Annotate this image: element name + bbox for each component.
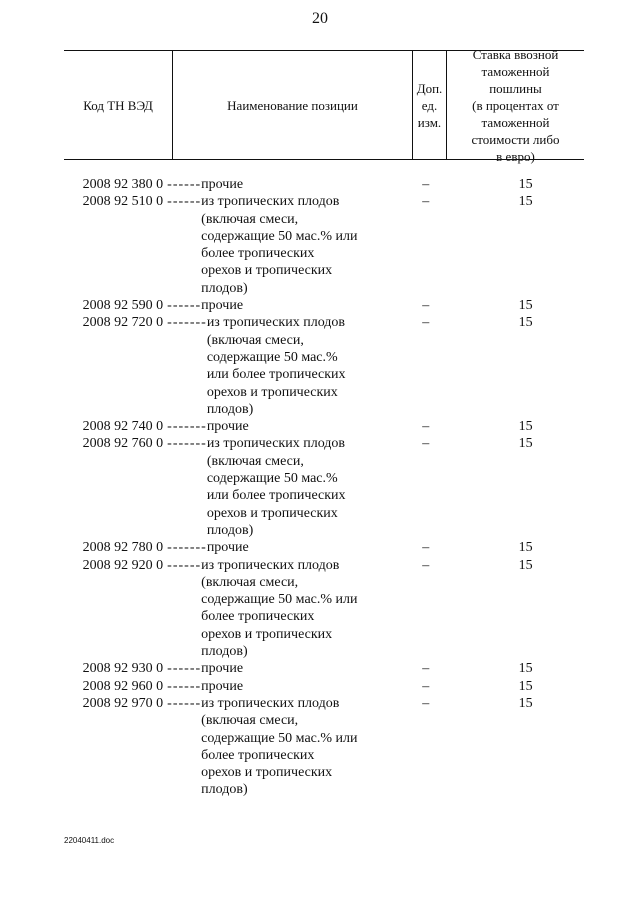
- rate-value: 15: [518, 419, 533, 435]
- indent-dashes: ------: [167, 661, 202, 677]
- rate-value: 15: [518, 315, 533, 331]
- description-line: (включая смеси,: [206, 332, 304, 348]
- position-name: [167, 176, 410, 193]
- header-rate: [446, 46, 584, 164]
- position-description: [207, 435, 410, 539]
- header-rate-line: таможенной: [481, 114, 550, 130]
- header-rate-line: Ставка ввозной: [472, 46, 559, 62]
- description-line: содержащие 50 мас.%: [206, 471, 338, 487]
- table-row: [64, 678, 584, 695]
- position-description: [207, 314, 410, 418]
- indent-dashes: -------: [167, 540, 207, 556]
- description-line: (включая смеси,: [201, 713, 299, 729]
- position-name: [167, 314, 410, 418]
- rate-value: 15: [518, 661, 533, 677]
- description-line: или более тропических: [206, 488, 346, 504]
- header-rate-line: таможенной: [481, 63, 550, 79]
- table-row: [64, 314, 584, 418]
- rate-value: 15: [518, 695, 533, 711]
- indent-dashes: ------: [167, 557, 202, 573]
- unit-value: –: [422, 177, 430, 192]
- description-line: или более тропических: [206, 367, 346, 383]
- header-unit-line: ед.: [421, 97, 438, 113]
- description-line: более тропических: [201, 609, 315, 625]
- indent-dashes: ------: [167, 177, 202, 192]
- header-rate-line: в евро): [496, 148, 535, 164]
- tariff-code: 2008 92 590 0: [82, 298, 164, 314]
- description-line: из тропических плодов: [206, 315, 346, 331]
- position-description: [201, 695, 410, 799]
- rate-value: 15: [518, 298, 533, 314]
- description-line: прочие: [206, 419, 249, 435]
- indent-dashes: ------: [167, 695, 202, 711]
- rate-value: 15: [518, 557, 533, 573]
- position-name: [167, 678, 410, 695]
- unit-value: –: [422, 298, 430, 314]
- tariff-code: 2008 92 920 0: [82, 557, 164, 573]
- table-row: [64, 418, 584, 435]
- unit-value: –: [422, 540, 430, 556]
- rate-value: 15: [518, 540, 533, 556]
- rate-value: 15: [518, 177, 533, 192]
- position-name: [167, 539, 410, 556]
- unit-value: –: [422, 678, 430, 694]
- position-name: [167, 660, 410, 677]
- unit-value: –: [422, 194, 430, 210]
- description-line: (включая смеси,: [201, 211, 299, 227]
- header-rate-line: (в процентах от: [472, 97, 559, 113]
- unit-value: –: [422, 436, 430, 452]
- indent-dashes: -------: [167, 436, 207, 452]
- unit-value: –: [422, 419, 430, 435]
- file-name-footer: 22040411.doc: [64, 836, 115, 845]
- position-description: [201, 678, 410, 695]
- description-line: плодов): [206, 522, 254, 538]
- description-line: плодов): [201, 280, 248, 296]
- position-description: [201, 193, 410, 297]
- table-row: [64, 193, 584, 297]
- tariff-code: 2008 92 960 0: [82, 678, 164, 694]
- rate-value: 15: [518, 678, 533, 694]
- position-name: [167, 435, 410, 539]
- position-description: [207, 539, 410, 556]
- description-line: из тропических плодов: [201, 695, 340, 711]
- position-name: [167, 193, 410, 297]
- tariff-code: 2008 92 760 0: [82, 436, 164, 452]
- description-line: более тропических: [201, 747, 315, 763]
- description-line: орехов и тропических: [206, 384, 338, 400]
- table-row: [64, 539, 584, 556]
- description-line: из тропических плодов: [201, 557, 340, 573]
- indent-dashes: ------: [167, 194, 202, 210]
- header-code: Код ТН ВЭД: [83, 97, 153, 113]
- table-header: [64, 46, 584, 164]
- description-line: плодов): [206, 401, 254, 417]
- header-unit-line: изм.: [417, 114, 442, 130]
- description-line: прочие: [201, 661, 244, 677]
- tariff-code: 2008 92 930 0: [82, 661, 164, 677]
- table-row: [64, 660, 584, 677]
- position-description: [201, 557, 410, 661]
- position-name: [167, 695, 410, 799]
- indent-dashes: -------: [167, 419, 207, 435]
- description-line: прочие: [201, 177, 244, 192]
- description-line: прочие: [206, 540, 249, 556]
- table-row: [64, 297, 584, 314]
- indent-dashes: ------: [167, 298, 202, 314]
- description-line: содержащие 50 мас.% или: [201, 730, 358, 746]
- tariff-code: 2008 92 380 0: [82, 177, 164, 192]
- unit-value: –: [422, 695, 430, 711]
- indent-dashes: -------: [167, 315, 207, 331]
- description-line: орехов и тропических: [201, 626, 333, 642]
- description-line: прочие: [201, 678, 244, 694]
- header-unit-line: Доп.: [416, 80, 443, 96]
- rate-value: 15: [518, 436, 533, 452]
- table-row: [64, 557, 584, 661]
- tariff-code: 2008 92 510 0: [82, 194, 164, 210]
- description-line: содержащие 50 мас.%: [206, 349, 338, 365]
- description-line: более тропических: [201, 246, 315, 262]
- description-line: орехов и тропических: [201, 263, 333, 279]
- table-row: [64, 176, 584, 193]
- unit-value: –: [422, 661, 430, 677]
- unit-value: –: [422, 315, 430, 331]
- description-line: из тропических плодов: [206, 436, 346, 452]
- position-description: [201, 176, 410, 193]
- description-line: (включая смеси,: [206, 453, 304, 469]
- description-line: (включая смеси,: [201, 574, 299, 590]
- description-line: орехов и тропических: [206, 505, 338, 521]
- description-line: плодов): [201, 782, 248, 798]
- table-body: [64, 176, 584, 799]
- header-unit: [412, 51, 446, 159]
- description-line: из тропических плодов: [201, 194, 340, 210]
- rate-value: 15: [518, 194, 533, 210]
- page-number: 20: [312, 10, 328, 27]
- table-row: [64, 435, 584, 539]
- position-description: [201, 660, 410, 677]
- header-rate-line: пошлины: [489, 80, 542, 96]
- tariff-code: 2008 92 720 0: [82, 315, 164, 331]
- description-line: прочие: [201, 298, 244, 314]
- tariff-code: 2008 92 970 0: [82, 695, 164, 711]
- tariff-code: 2008 92 740 0: [82, 419, 164, 435]
- unit-value: –: [422, 557, 430, 573]
- indent-dashes: ------: [167, 678, 202, 694]
- header-rate-line: стоимости либо: [471, 131, 560, 147]
- description-line: орехов и тропических: [201, 765, 333, 781]
- description-line: содержащие 50 мас.% или: [201, 592, 358, 608]
- position-name: [167, 297, 410, 314]
- tariff-code: 2008 92 780 0: [82, 540, 164, 556]
- position-description: [207, 418, 410, 435]
- position-description: [201, 297, 410, 314]
- description-line: плодов): [201, 644, 248, 660]
- position-name: [167, 557, 410, 661]
- description-line: содержащие 50 мас.% или: [201, 228, 358, 244]
- position-name: [167, 418, 410, 435]
- header-name: Наименование позиции: [172, 51, 412, 159]
- table-row: [64, 695, 584, 799]
